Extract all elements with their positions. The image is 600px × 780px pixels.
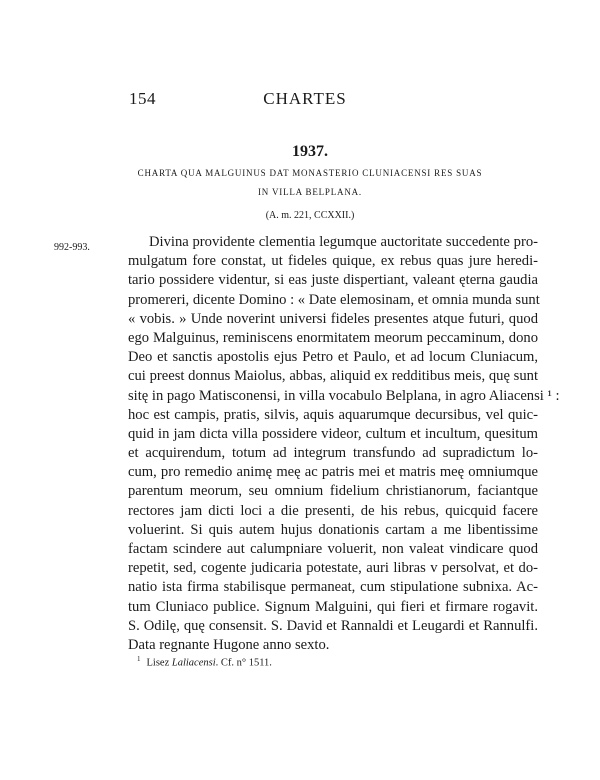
charter-title-line-2: IN VILLA BELPLANA. (258, 187, 362, 197)
body-line: factam scindere aut calumpniare voluerit, non valeat vindicare quod (128, 541, 538, 557)
body-line: rectores jam dicti loci a die presenti, de his rebus, quicquid facere (128, 502, 538, 519)
body-line: Data regnante Hugone anno sexto. (128, 636, 330, 653)
body-line: hoc est campis, pratis, silvis, aquis aquarumque decursibus, vel quic- (128, 406, 538, 423)
charter-reference: (A. m. 221, CCXXII.) (265, 210, 355, 221)
body-line: sitę in pago Matisconensi, in villa vocabulo Belplana, in agro Aliacensi ¹ : (128, 387, 560, 404)
footnote-italic-word: Laliacensi (171, 657, 216, 669)
body-line: tum Cluniaco publice. Signum Malguini, qui fieri et firmare rogavit. (128, 598, 538, 615)
charter-body (128, 233, 560, 655)
footnote (137, 655, 272, 669)
body-line: « vobis. » Unde noverint universi fideles presentes atque futuri, quod (128, 310, 538, 327)
body-line: cui preest donnus Maiolus, abbas, aliquid ex redditibus meis, quę sunt (128, 368, 538, 385)
footnote-suffix: . Cf. n° 1511. (215, 657, 272, 669)
footnote-marker: 1 (137, 655, 141, 663)
margin-date: 992-993. (54, 242, 90, 253)
body-line: et acquirendum, totum ad integrum transfundo ad supradictum lo- (128, 445, 538, 462)
charter-title-line-1: CHARTA QUA MALGUINUS DAT MONASTERIO CLUNIACENSI RES SUAS (137, 168, 483, 178)
footnote-prefix: Lisez (146, 657, 172, 669)
body-line: tario possidere videntur, si eas juste dispertiant, valeant ęterna gaudia (128, 272, 538, 289)
body-line: parentum meorum, seu omnium fidelium christianorum, faciantque (128, 483, 538, 500)
body-line: natio ista firma stabilisque permaneat, cum stipulatione subnixa. Ac- (128, 579, 538, 596)
body-line: mulgatum fore constat, ut fideles quique, ex rebus quas jure heredi- (128, 253, 538, 270)
body-line: ego Malguinus, reminiscens enormitatem meorum peccaminum, dono (128, 329, 538, 346)
page-number: 154 (129, 89, 156, 108)
body-line: repetit, sed, cogente judicaria potestate, auri libras v persolvat, et do- (128, 560, 538, 577)
body-line: voluerint. Si quis autem hujus donationis cartam a me libentissime (128, 521, 538, 538)
body-line: Divina providente clementia legumque auctoritate succedente pro- (149, 234, 538, 250)
body-line: quid in jam dicta villa possidere videor, cultum et incultum, quesitum (128, 425, 538, 442)
body-line: cum, pro remedio animę meę ac patris mei et matris meę omniumque (128, 464, 538, 481)
body-line: Deo et sanctis apostolis ejus Petro et Paulo, et ad locum Cluniacum, (128, 349, 538, 366)
charter-number: 1937. (292, 143, 328, 160)
running-head: CHARTES (263, 89, 347, 108)
body-line: S. Odilę, quę consensit. S. David et Rannaldi et Leugardi et Rannulfi. (128, 617, 538, 634)
body-line: promereri, dicente Domino : « Date elemosinam, et omnia munda sunt (128, 291, 540, 308)
